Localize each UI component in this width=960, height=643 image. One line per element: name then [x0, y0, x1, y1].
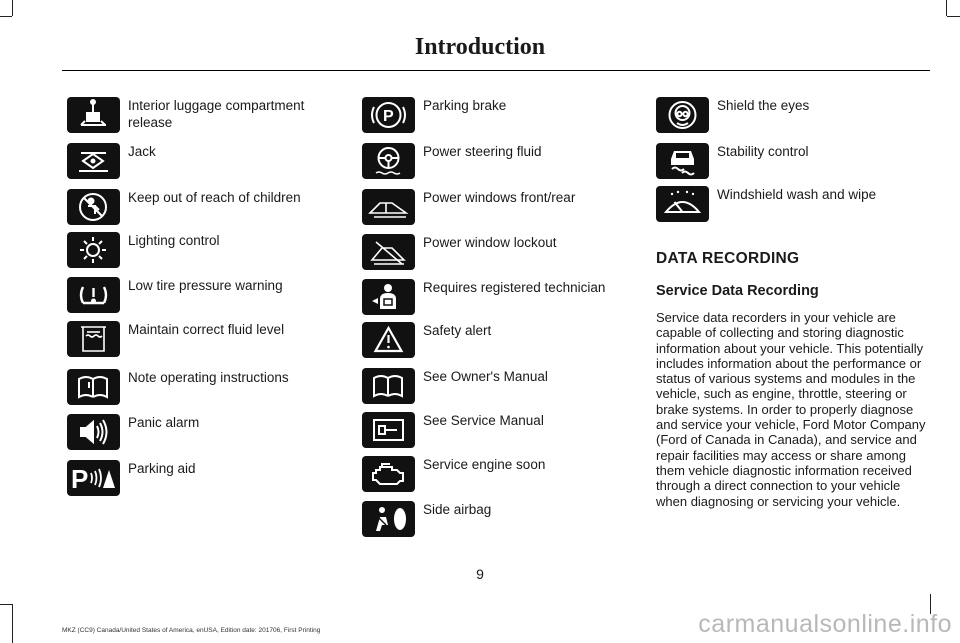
symbol-label: Parking aid — [128, 461, 196, 476]
crop-mark — [12, 604, 13, 643]
page-number: 9 — [476, 566, 484, 582]
eye-shield-icon — [656, 97, 709, 133]
symbol-label: Maintain correct fluid level — [128, 322, 285, 337]
symbol-label: Side airbag — [423, 502, 492, 517]
symbol-row — [362, 234, 632, 274]
stability-control-icon — [656, 143, 709, 179]
symbol-row — [362, 368, 632, 408]
watermark: carmanualsonline.info — [698, 610, 952, 638]
symbol-row — [67, 460, 337, 500]
section-heading: DATA RECORDING — [656, 250, 800, 267]
body-paragraph: Service data recorders in your vehicle are capable of collecting and storing diagnostic information about your vehicle. This potentially includes information about the performance or status of various systems and modules in the vehicle, such as engine, throttle, steering or brake systems. In order to properly diagnose and service your vehicle, Ford Motor Company (Ford of Canada in Canada), and service and repair facilities may access or share among them vehicle diagnostic information received through a direct connection to your vehicle when diagnosing or servicing your vehicle. — [656, 310, 926, 509]
panic-alarm-icon — [67, 414, 120, 450]
symbol-label: Note operating instructions — [128, 370, 289, 385]
symbol-row — [362, 189, 632, 229]
symbol-row — [362, 412, 632, 452]
lighting-control-icon — [67, 232, 120, 268]
symbol-label: Safety alert — [423, 323, 492, 338]
window-lockout-icon — [362, 234, 415, 270]
steering-wheel-icon — [362, 143, 415, 179]
side-airbag-icon — [362, 501, 415, 537]
svg-text:P: P — [71, 464, 89, 494]
owners-manual-icon — [362, 368, 415, 404]
symbol-row — [67, 277, 337, 317]
symbol-row — [362, 143, 632, 183]
symbol-row — [362, 279, 632, 319]
windshield-wiper-icon — [656, 186, 709, 222]
symbol-label: See Owner's Manual — [423, 369, 548, 384]
crop-mark — [947, 16, 960, 17]
symbol-row — [362, 97, 632, 137]
symbol-row — [362, 501, 632, 541]
symbol-label: Low tire pressure warning — [128, 278, 283, 293]
symbol-label: Power windows front/rear — [423, 190, 576, 205]
tire-pressure-icon — [67, 277, 120, 313]
header-divider — [62, 70, 930, 71]
crop-mark — [0, 604, 12, 605]
symbol-row — [67, 143, 337, 183]
symbol-label: Windshield wash and wipe — [717, 187, 877, 202]
parking-brake-icon — [362, 97, 415, 133]
symbol-label: Keep out of reach of children — [128, 190, 301, 205]
technician-icon — [362, 279, 415, 315]
jack-icon — [67, 143, 120, 179]
symbol-row — [656, 186, 926, 226]
open-book-icon — [67, 369, 120, 405]
engine-icon — [362, 456, 415, 492]
subsection-heading: Service Data Recording — [656, 283, 819, 299]
symbol-row — [67, 97, 337, 137]
crop-mark — [12, 0, 13, 16]
crop-mark — [0, 16, 12, 17]
symbol-label: Stability control — [717, 144, 809, 159]
symbol-label: Requires registered technician — [423, 280, 606, 295]
symbol-row — [656, 97, 926, 137]
symbol-row — [362, 322, 632, 362]
symbol-label: Interior luggage compartment release — [128, 98, 305, 130]
edition-footer: MKZ (CC9) Canada/United States of America, enUSA, Edition date: 201706, First Printing — [62, 627, 321, 634]
symbol-row — [67, 369, 337, 409]
child-warning-icon — [67, 189, 120, 225]
symbol-label: Parking brake — [423, 98, 507, 113]
symbol-label: Power steering fluid — [423, 144, 542, 159]
symbol-label: Jack — [128, 144, 156, 159]
symbol-label: See Service Manual — [423, 413, 544, 428]
symbol-row — [67, 321, 337, 361]
svg-text:P: P — [383, 108, 394, 125]
symbol-row — [656, 143, 926, 183]
parking-aid-icon — [67, 460, 120, 496]
symbol-label: Service engine soon — [423, 457, 546, 472]
symbol-label: Shield the eyes — [717, 98, 810, 113]
symbol-label: Lighting control — [128, 233, 220, 248]
fluid-level-icon — [67, 321, 120, 357]
service-manual-icon — [362, 412, 415, 448]
symbol-row — [67, 414, 337, 454]
symbol-row — [362, 456, 632, 496]
page-title: Introduction — [414, 34, 546, 60]
warning-triangle-icon — [362, 322, 415, 358]
symbol-row — [67, 189, 337, 229]
power-window-icon — [362, 189, 415, 225]
crop-mark — [946, 0, 947, 16]
symbol-label: Power window lockout — [423, 235, 557, 250]
symbol-label: Panic alarm — [128, 415, 200, 430]
trunk-release-icon — [67, 97, 120, 133]
symbol-row — [67, 232, 337, 272]
